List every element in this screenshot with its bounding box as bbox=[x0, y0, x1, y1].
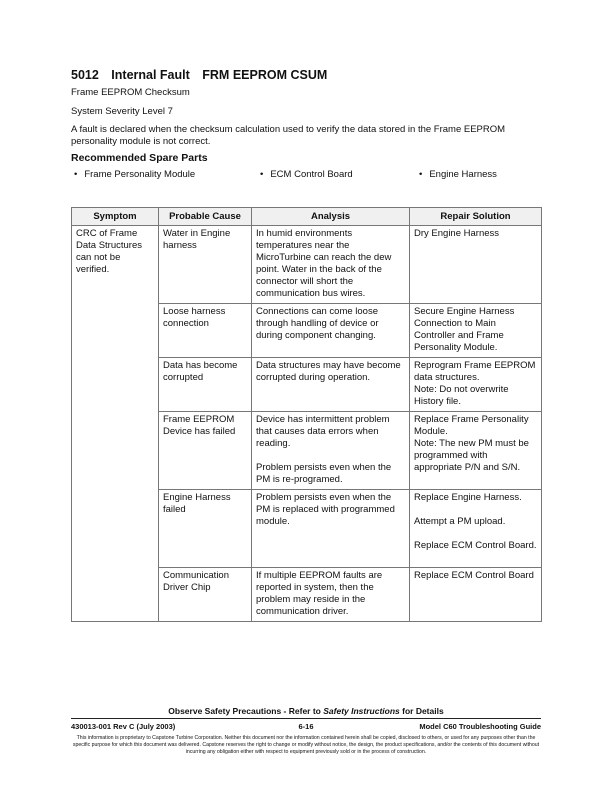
severity-level: System Severity Level 7 bbox=[71, 106, 173, 117]
cause-cell: Engine Harness failed bbox=[159, 490, 252, 568]
troubleshooting-table bbox=[71, 207, 542, 622]
solution-header: Repair Solution bbox=[410, 208, 542, 226]
safety-notice: Observe Safety Precautions - Refer to Safety Instructions for Details bbox=[168, 706, 444, 716]
symptom-cell: CRC of Frame Data Structures can not be verified. bbox=[72, 226, 159, 622]
solution-cell: Secure Engine Harness Connection to Main Controller and Frame Personality Module. bbox=[410, 304, 542, 358]
safety-instructions-link[interactable]: Safety Instructions bbox=[323, 706, 400, 716]
spare-parts-heading: Recommended Spare Parts bbox=[71, 152, 208, 164]
guide-title: Model C60 Troubleshooting Guide bbox=[419, 722, 541, 731]
spare-part-item: • ECM Control Board bbox=[260, 169, 353, 180]
cause-header: Probable Cause bbox=[159, 208, 252, 226]
solution-line: Attempt a PM upload. bbox=[414, 516, 506, 527]
bullet-icon: • bbox=[260, 169, 264, 180]
spare-part-item: • Engine Harness bbox=[419, 169, 497, 180]
solution-cell: Replace ECM Control Board bbox=[410, 568, 542, 622]
fault-explanation: A fault is declared when the checksum calculation used to verify the data stored in the Frame EEPROM personality module is not correct. bbox=[71, 124, 506, 147]
fault-tag: FRM EEPROM CSUM bbox=[202, 68, 328, 82]
fault-description: Frame EEPROM Checksum bbox=[71, 87, 190, 98]
analysis-line: Device has intermittent problem that causes data errors when reading. bbox=[256, 414, 390, 449]
bullet-icon: • bbox=[74, 169, 78, 180]
analysis-cell: Data structures may have become corrupted during operation. bbox=[252, 358, 410, 412]
footer-divider bbox=[71, 718, 541, 719]
solution-cell bbox=[410, 490, 542, 568]
cause-cell: Communication Driver Chip bbox=[159, 568, 252, 622]
solution-line: Replace Frame Personality Module. bbox=[414, 414, 529, 437]
solution-note: Note: The new PM must be programmed with appropriate P/N and S/N. bbox=[414, 438, 529, 473]
page-number: 6-16 bbox=[298, 722, 314, 731]
cause-cell: Data has become corrupted bbox=[159, 358, 252, 412]
document-id: 430013-001 Rev C (July 2003) bbox=[71, 722, 176, 731]
solution-line: Replace ECM Control Board. bbox=[414, 540, 537, 551]
analysis-line: Problem persists even when the PM is re-programed. bbox=[256, 462, 392, 485]
symptom-header: Symptom bbox=[72, 208, 159, 226]
solution-note: Note: Do not overwrite History file. bbox=[414, 384, 509, 407]
cause-cell: Water in Engine harness bbox=[159, 226, 252, 304]
page-title bbox=[71, 68, 336, 82]
legal-notice: This information is proprietary to Capstone Turbine Corporation. Neither this document nor the information contained herein shall be copied, disclosed to others, or used for any purposes other than the specific purpose for which this document was delivered. Capstone reserves the right to change or modify without notice, the design, the product specifications, and/or the contents of this document without incurring any obligation either with respect to equipment previously sold or in the process of construction. bbox=[72, 735, 540, 755]
solution-line: Replace Engine Harness. bbox=[414, 492, 522, 503]
solution-cell: Dry Engine Harness bbox=[410, 226, 542, 304]
analysis-cell: In humid environments temperatures near the MicroTurbine can reach the dew point. Water in the back of the connector will short the communication bus wires. bbox=[252, 226, 410, 304]
analysis-header: Analysis bbox=[252, 208, 410, 226]
fault-code: 5012 bbox=[71, 68, 99, 82]
analysis-cell: If multiple EEPROM faults are reported in system, then the problem may reside in the communication driver. bbox=[252, 568, 410, 622]
spare-part-item: • Frame Personality Module bbox=[74, 169, 196, 180]
table-header-row bbox=[72, 208, 542, 226]
analysis-cell bbox=[252, 412, 410, 490]
solution-line: Reprogram Frame EEPROM data structures. bbox=[414, 360, 536, 383]
solution-cell bbox=[410, 412, 542, 490]
table-row bbox=[72, 226, 542, 304]
footer-info bbox=[71, 722, 541, 733]
fault-title: Internal Fault bbox=[111, 68, 190, 82]
cause-cell: Frame EEPROM Device has failed bbox=[159, 412, 252, 490]
cause-cell: Loose harness connection bbox=[159, 304, 252, 358]
analysis-cell: Problem persists even when the PM is replaced with programmed module. bbox=[252, 490, 410, 568]
solution-cell bbox=[410, 358, 542, 412]
spare-parts-list bbox=[71, 169, 541, 183]
bullet-icon: • bbox=[419, 169, 423, 180]
analysis-cell: Connections can come loose through handling of device or during component changing. bbox=[252, 304, 410, 358]
